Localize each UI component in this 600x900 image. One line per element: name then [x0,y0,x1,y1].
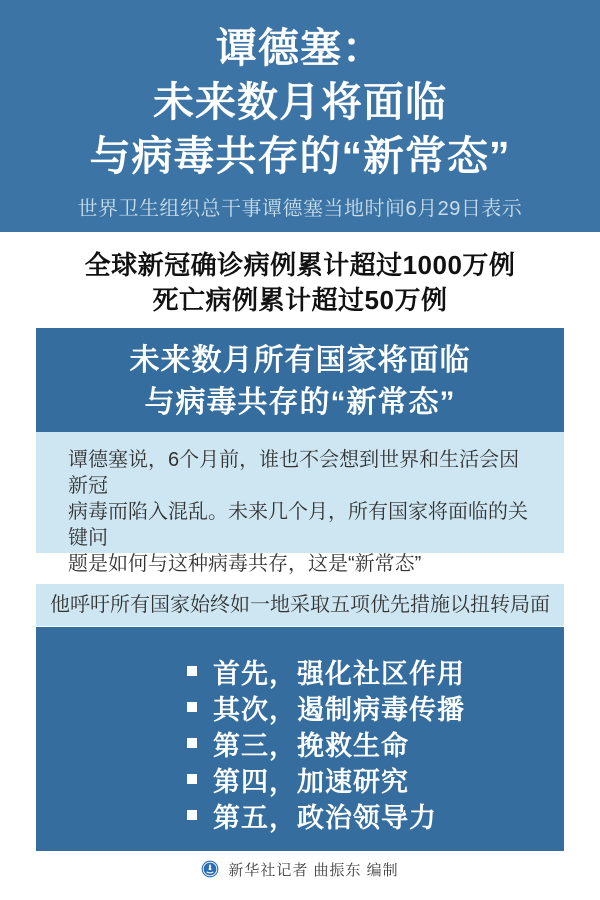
highlight-line-1: 未来数月所有国家将面临 [129,344,471,377]
poster-subtitle: 世界卫生组织总干事谭德塞当地时间6月29日表示 [77,198,523,220]
footer [0,856,600,882]
title-line-1: 谭德塞： [216,25,384,71]
quote-line-1: 谭德塞说，6个月前，谁也不会想到世界和生活会因新冠 [68,449,520,497]
quote-line-2: 病毒而陷入混乱。未来几个月，所有国家将面临的关键问 [68,501,528,549]
title-line-3: 与病毒共存的“新常态” [89,133,511,179]
stats-line-2: 死亡病例累计超过50万例 [152,285,448,315]
measures-box [36,627,564,851]
highlight-line-2: 与病毒共存的“新常态” [144,386,456,419]
quote-line-3: 题是如何与这种病毒共存，这是“新常态” [68,553,422,575]
measure-item [187,761,564,797]
measure-item [187,689,564,725]
poster-title [0,0,600,183]
bullet-square-icon [187,666,197,676]
title-line-2: 未来数月将面临 [153,79,447,125]
stats-line-1: 全球新冠确诊病例累计超过1000万例 [84,250,516,280]
measure-label: 第三，挽救生命 [213,730,409,761]
header-section [0,0,600,232]
stats-section [0,248,600,318]
bullet-square-icon [187,702,197,712]
measure-label: 首先，强化社区作用 [213,658,465,689]
bullet-square-icon [187,774,197,784]
callout-text: 他呼吁所有国家始终如一地采取五项优先措施以扭转局面 [50,594,550,616]
measure-label: 其次，遏制病毒传播 [213,694,465,725]
measure-label: 第五，政治领导力 [213,802,437,833]
measure-label: 第四，加速研究 [213,766,409,797]
measure-item [187,653,564,689]
measure-item [187,725,564,761]
callout-box [36,584,564,626]
quote-box [36,432,564,575]
measure-item [187,797,564,833]
bullet-square-icon [187,738,197,748]
xinhua-logo-icon [201,860,219,878]
highlight-box [36,328,564,432]
bullet-square-icon [187,810,197,820]
measures-list [36,627,564,833]
footer-credit: 新华社记者 曲振东 编制 [228,861,399,879]
